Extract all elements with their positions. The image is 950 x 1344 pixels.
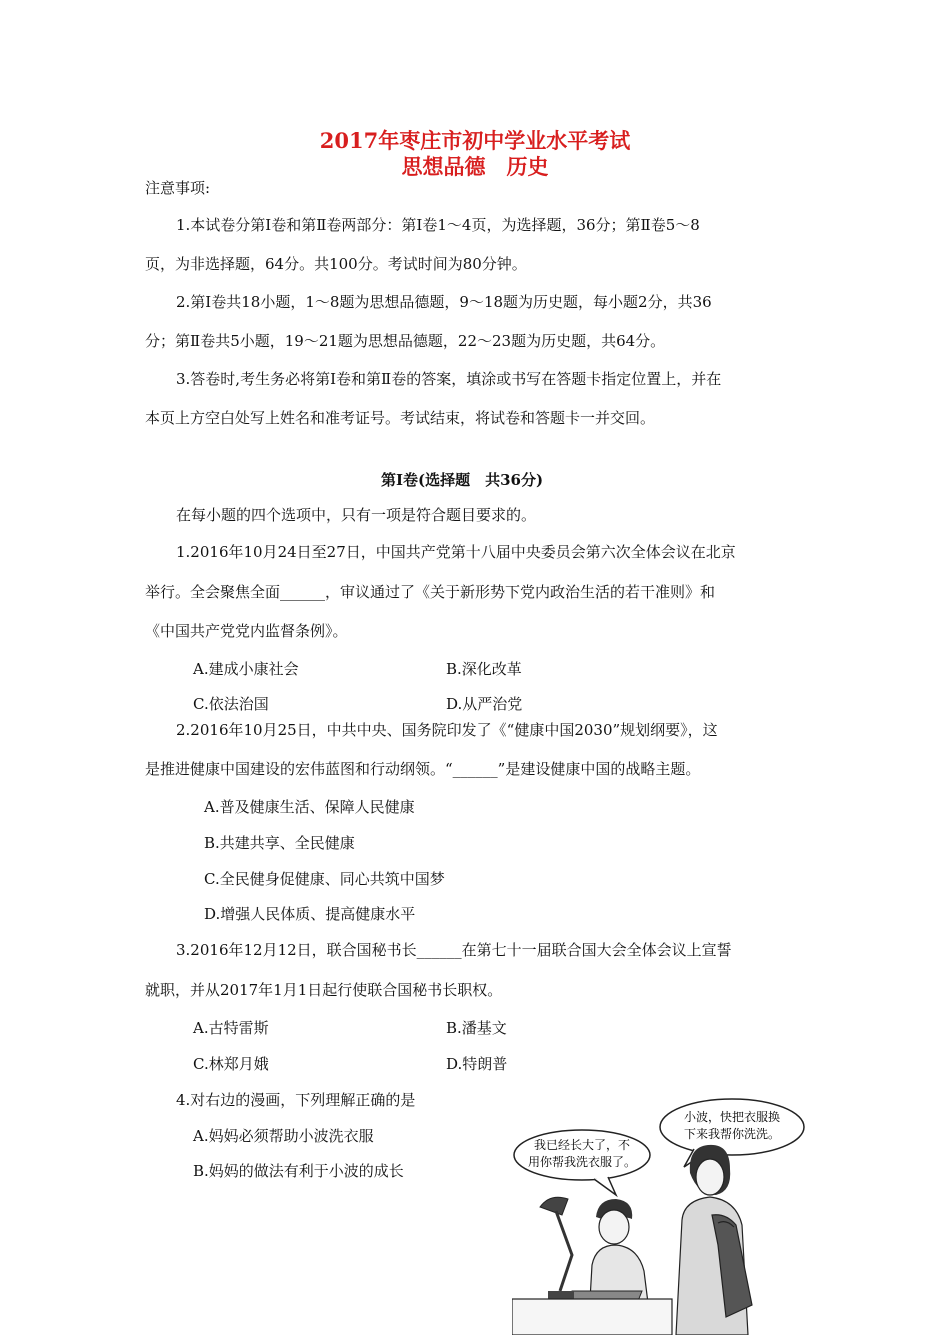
notice-item-3a: 3.答卷时,考生务必将第Ⅰ卷和第Ⅱ卷的答案，填涂或书写在答题卡指定位置上，并在 xyxy=(176,370,722,388)
q3-text-1: 3.2016年12月12日，联合国秘书长______在第七十一届联合国大会全体会议上宣誓 xyxy=(176,941,732,959)
mom-speech-bubble xyxy=(660,1099,804,1167)
q4-option-a: A.妈妈必须帮助小波洗衣服 xyxy=(193,1127,374,1145)
q2-option-b: B.共建共享、全民健康 xyxy=(204,834,355,852)
exam-title: 2017年枣庄市初中学业水平考试 xyxy=(319,128,631,153)
q3-option-b: B.潘基文 xyxy=(446,1019,507,1037)
q2-text-1: 2.2016年10月25日，中共中央、国务院印发了《“健康中国2030”规划纲要》，这 xyxy=(176,721,718,739)
notice-item-1b: 页，为非选择题，64分。共100分。考试时间为80分钟。 xyxy=(145,255,527,273)
q3-option-c: C.林郑月娥 xyxy=(193,1055,269,1073)
desk xyxy=(512,1299,672,1335)
q1-option-c: C.依法治国 xyxy=(193,695,269,713)
q1-text-2: 举行。全会聚焦全面______，审议通过了《关于新形势下党内政治生活的若干准则》和 xyxy=(145,583,716,601)
notice-item-2a: 2.第Ⅰ卷共18小题，1～8题为思想品德题，9～18题为历史题，每小题2分，共36 xyxy=(176,293,712,311)
q4-option-b: B.妈妈的做法有利于小波的成长 xyxy=(193,1162,404,1180)
q1-option-d: D.从严治党 xyxy=(446,695,523,713)
q2-option-c: C.全民健身促健康、同心共筑中国梦 xyxy=(204,870,445,888)
notice-item-1a: 1.本试卷分第Ⅰ卷和第Ⅱ卷两部分：第Ⅰ卷1～4页，为选择题，36分；第Ⅱ卷5～8 xyxy=(176,216,700,234)
notice-heading: 注意事项: xyxy=(145,179,211,197)
q3-option-a: A.古特雷斯 xyxy=(193,1019,269,1037)
q1-option-a: A.建成小康社会 xyxy=(193,660,299,678)
notice-item-3b: 本页上方空白处写上姓名和准考证号。考试结束，将试卷和答题卡一并交回。 xyxy=(145,409,656,427)
q4-text-1: 4.对右边的漫画，下列理解正确的是 xyxy=(176,1091,416,1109)
q3-text-2: 就职，并从2017年1月1日起行使联合国秘书长职权。 xyxy=(145,981,503,999)
q3-option-d: D.特朗普 xyxy=(446,1055,508,1073)
q2-text-2: 是推进健康中国建设的宏伟蓝图和行动纲领。“______”是建设健康中国的战略主题。 xyxy=(145,760,701,778)
section-instruction: 在每小题的四个选项中，只有一项是符合题目要求的。 xyxy=(176,506,537,524)
boy-speech-line-1: 我已经长大了，不 xyxy=(533,1138,631,1152)
q2-option-a: A.普及健康生活、保障人民健康 xyxy=(204,798,415,816)
q1-text-1: 1.2016年10月24日至27日，中国共产党第十八届中央委员会第六次全体会议在北京 xyxy=(176,543,736,561)
q2-option-d: D.增强人民体质、提高健康水平 xyxy=(204,905,416,923)
section-title: 第Ⅰ卷(选择题 共36分) xyxy=(381,471,544,489)
desk-lamp-icon xyxy=(540,1197,574,1299)
boy-speech-line-2: 用你帮我洗衣服了。 xyxy=(527,1155,637,1169)
boy-speech-bubble xyxy=(514,1130,650,1195)
mother-figure xyxy=(676,1145,752,1335)
mom-speech-line-2: 下来我帮你洗洗。 xyxy=(683,1127,781,1141)
mom-speech-line-1: 小波，快把衣服换 xyxy=(683,1110,781,1124)
exam-subject: 思想品德 历史 xyxy=(401,154,549,179)
cartoon-illustration xyxy=(512,1095,812,1335)
q1-option-b: B.深化改革 xyxy=(446,660,522,678)
q1-text-3: 《中国共产党党内监督条例》。 xyxy=(145,622,348,640)
notice-item-2b: 分；第Ⅱ卷共5小题，19～21题为思想品德题，22～23题为历史题，共64分。 xyxy=(145,332,666,350)
